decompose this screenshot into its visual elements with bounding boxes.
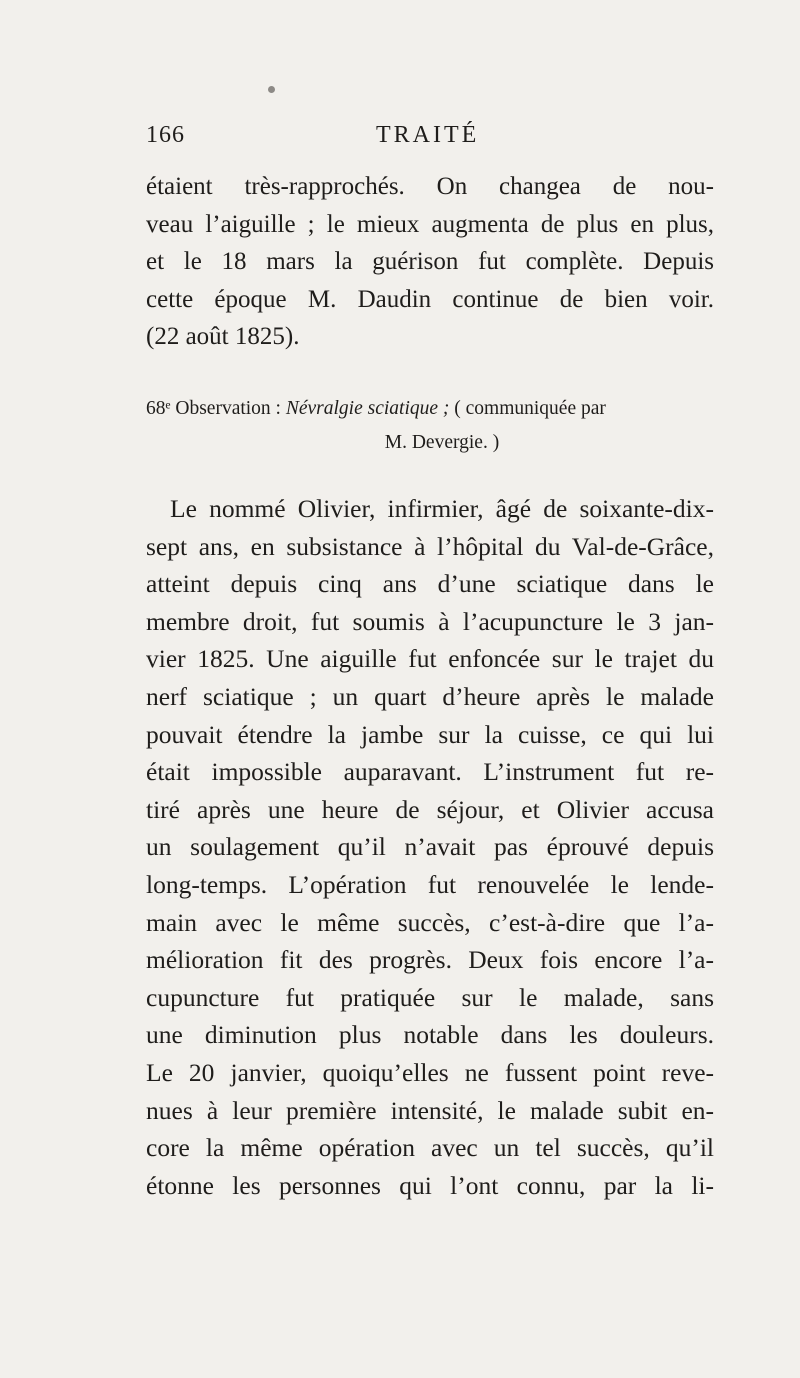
observation-source-continued: M. Devergie. )	[384, 432, 500, 453]
text-line: nues à leur première intensité, le malade subit en-	[146, 1095, 714, 1125]
main-paragraph	[146, 490, 714, 1204]
text-line: membre droit, fut soumis à l’acupuncture le 3 jan-	[146, 606, 714, 636]
running-title: TRAITÉ	[376, 122, 480, 148]
text-line: étonne les personnes qui l’ont connu, par la li-	[146, 1170, 714, 1200]
text-line: cupuncture fut pratiquée sur le malade, sans	[146, 982, 714, 1012]
text-line: Le 20 janvier, quoiqu’elles ne fussent point reve-	[146, 1057, 714, 1087]
page-number: 166	[146, 122, 185, 148]
text-line: Le nommé Olivier, infirmier, âgé de soixante-dix-	[170, 494, 714, 523]
text-line: atteint depuis cinq ans d’une sciatique dans le	[146, 569, 714, 599]
text-line: long-temps. L’opération fut renouvelée le lende-	[146, 869, 714, 899]
text-line: vier 1825. Une aiguille fut enfoncée sur le trajet du	[146, 644, 714, 674]
text-line: une diminution plus notable dans les douleurs.	[146, 1020, 714, 1050]
text-line: core la même opération avec un tel succès, qu’il	[146, 1133, 714, 1163]
text-line: était impossible auparavant. L’instrument fut re-	[146, 757, 714, 787]
text-line: mélioration fit des progrès. Deux fois encore l’a-	[146, 945, 714, 975]
text-line: cette époque M. Daudin continue de bien voir.	[146, 285, 714, 313]
text-line: et le 18 mars la guérison fut complète. Depuis	[146, 248, 714, 275]
text-line: pouvait étendre la jambe sur la cuisse, ce qui lui	[146, 719, 714, 749]
text-line: un soulagement qu’il n’avait pas éprouvé depuis	[146, 832, 714, 862]
observation-heading	[146, 392, 726, 460]
ink-dot	[268, 86, 275, 93]
observation-source: ( communiquée par	[454, 398, 606, 419]
text-line: étaient très-rapprochés. On changea de nou-	[146, 173, 714, 200]
text-line: (22 août 1825).	[146, 323, 300, 350]
continuation-paragraph	[146, 168, 714, 356]
text-line: veau l’aiguille ; le mieux augmenta de plus en plus,	[146, 210, 714, 238]
text-line: nerf sciatique ; un quart d’heure après le malade	[146, 681, 714, 711]
text-line: tiré après une heure de séjour, et Olivier accusa	[146, 794, 714, 824]
page-header	[146, 120, 706, 156]
text-line: sept ans, en subsistance à l’hôpital du Val-de-Grâce,	[146, 531, 714, 561]
text-line: main avec le même succès, c’est-à-dire que l’a-	[146, 907, 714, 937]
observation-label: 68ᵉ Observation :	[146, 398, 281, 419]
observation-title: Névralgie sciatique ;	[285, 398, 450, 419]
